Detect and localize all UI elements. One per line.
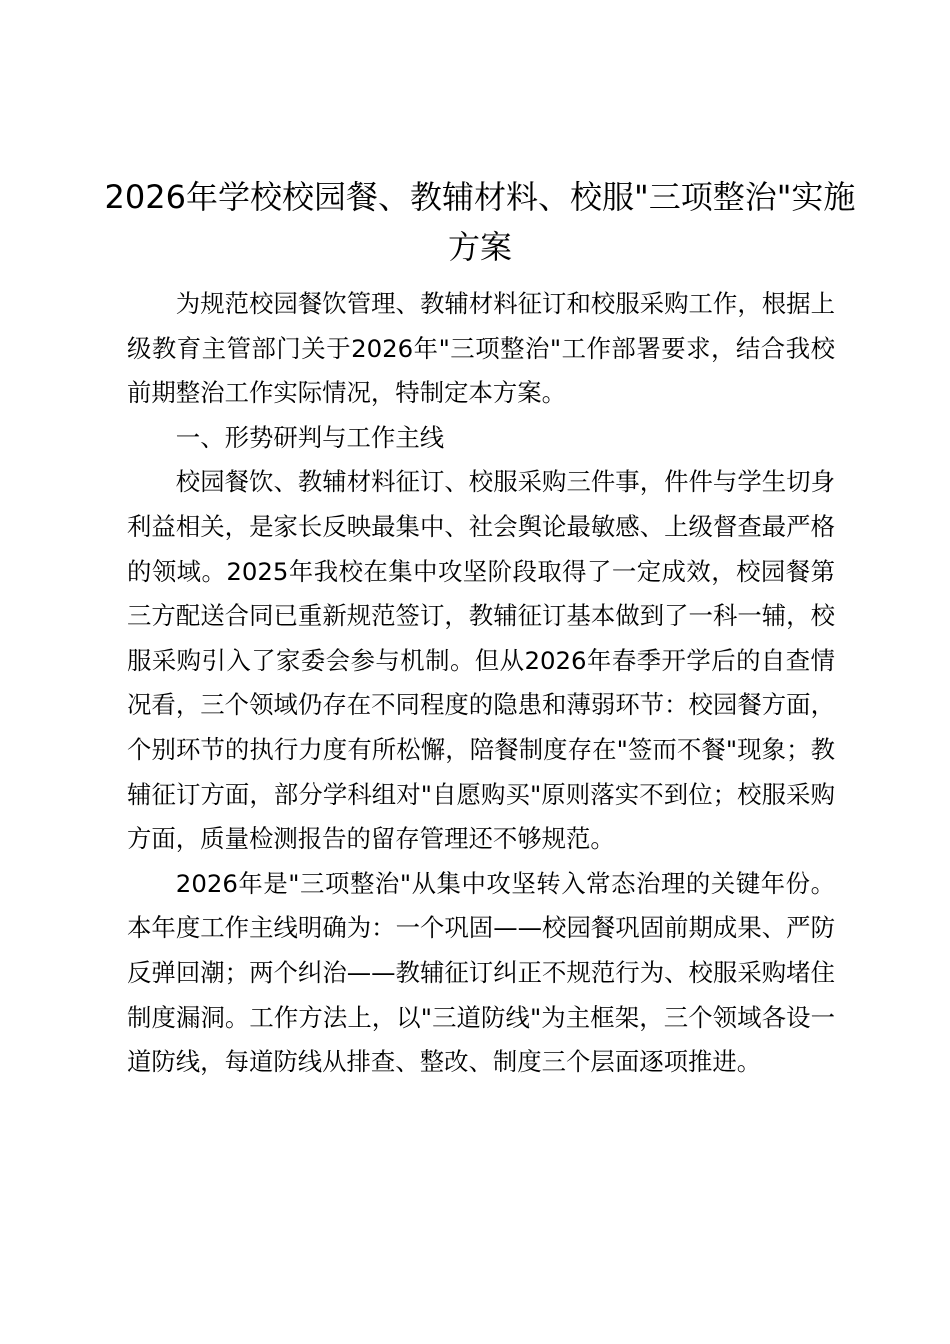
intro-paragraph: 为规范校园餐饮管理、教辅材料征订和校服采购工作，根据上级教育主管部门关于2026年"三项整治"工作部署要求，结合我校前期整治工作实际情况，特制定本方案。 <box>127 289 835 408</box>
body-paragraph: 2026年是"三项整治"从集中攻坚转入常态治理的关键年份。本年度工作主线明确为：一个巩固——校园餐巩固前期成果、严防反弹回潮；两个纠治——教辅征订纠正不规范行为、校服采购堵住制度漏洞。工作方法上，以"三道防线"为主框架，三个领域各设一道防线，每道防线从排查、整改、制度三个层面逐项推进。 <box>127 868 835 1077</box>
document-body <box>127 282 835 1085</box>
document-title: 2026年学校校园餐、教辅材料、校服"三项整治"实施方案 <box>104 178 856 266</box>
section-heading: 一、形势研判与工作主线 <box>175 422 445 452</box>
body-paragraph: 校园餐饮、教辅材料征订、校服采购三件事，件件与学生切身利益相关，是家长反映最集中、社会舆论最敏感、上级督查最严格的领域。2025年我校在集中攻坚阶段取得了一定成效，校园餐第三方配送合同已重新规范签订，教辅征订基本做到了一科一辅，校服采购引入了家委会参与机制。但从2026年春季开学后的自查情况看，三个领域仍存在不同程度的隐患和薄弱环节：校园餐方面，个别环节的执行力度有所松懈，陪餐制度存在"签而不餐"现象；教辅征订方面，部分学科组对"自愿购买"原则落实不到位；校服采购方面，质量检测报告的留存管理还不够规范。 <box>127 467 835 854</box>
